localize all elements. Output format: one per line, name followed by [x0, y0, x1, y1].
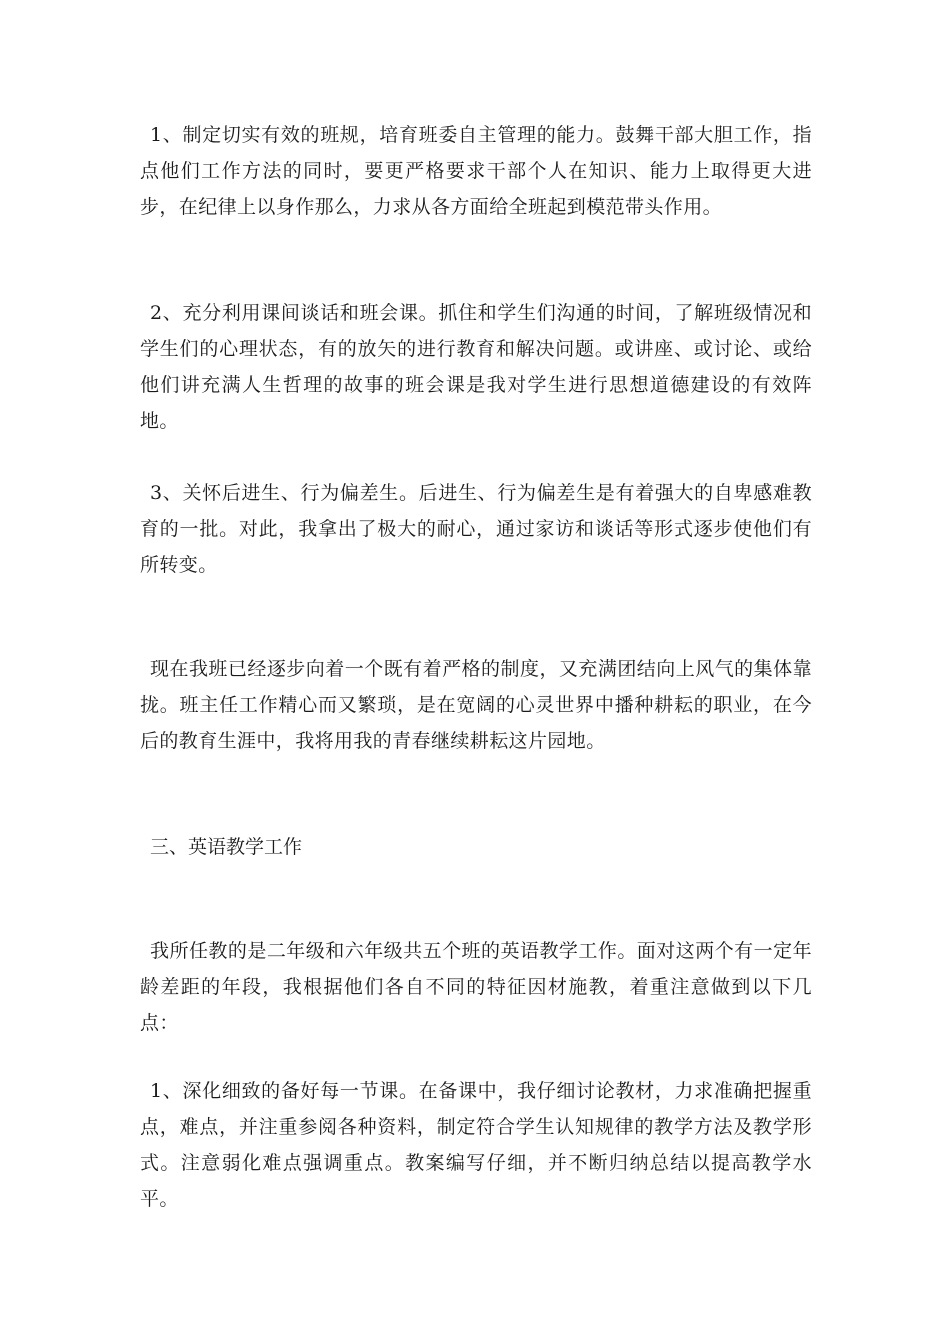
section-heading-english-teaching: 三、英语教学工作: [150, 836, 303, 858]
paragraph-lesson-preparation: 1、深化细致的备好每一节课。在备课中，我仔细讨论教材，力求准确把握重点，难点，并注重参阅各种资料，制定符合学生认知规律的教学方法及教学形式。注意弱化难点强调重点。教案编写仔细，并不断归纳总结以提高教学水平。: [140, 1080, 812, 1210]
paragraph-class-meetings: 2、充分利用课间谈话和班会课。抓住和学生们沟通的时间，了解班级情况和学生们的心理状态，有的放矢的进行教育和解决问题。或讲座、或讨论、或给他们讲充满人生哲理的故事的班会课是我对学生进行思想道德建设的有效阵地。: [140, 302, 812, 432]
paragraph-class-rules: 1、制定切实有效的班规，培育班委自主管理的能力。鼓舞干部大胆工作，指点他们工作方法的同时，要更严格要求干部个人在知识、能力上取得更大进步，在纪律上以身作那么，力求从各方面给全班起到模范带头作用。: [140, 124, 812, 218]
paragraph-class-summary: 现在我班已经逐步向着一个既有着严格的制度，又充满团结向上风气的集体靠拢。班主任工作精心而又繁琐，是在宽阔的心灵世界中播种耕耘的职业，在今后的教育生涯中，我将用我的青春继续耕耘这片园地。: [140, 658, 812, 752]
paragraph-english-intro: 我所任教的是二年级和六年级共五个班的英语教学工作。面对这两个有一定年龄差距的年段，我根据他们各自不同的特征因材施教，着重注意做到以下几点：: [140, 940, 812, 1034]
paragraph-struggling-students: 3、关怀后进生、行为偏差生。后进生、行为偏差生是有着强大的自卑感难教育的一批。对此，我拿出了极大的耐心，通过家访和谈话等形式逐步使他们有所转变。: [140, 482, 812, 576]
